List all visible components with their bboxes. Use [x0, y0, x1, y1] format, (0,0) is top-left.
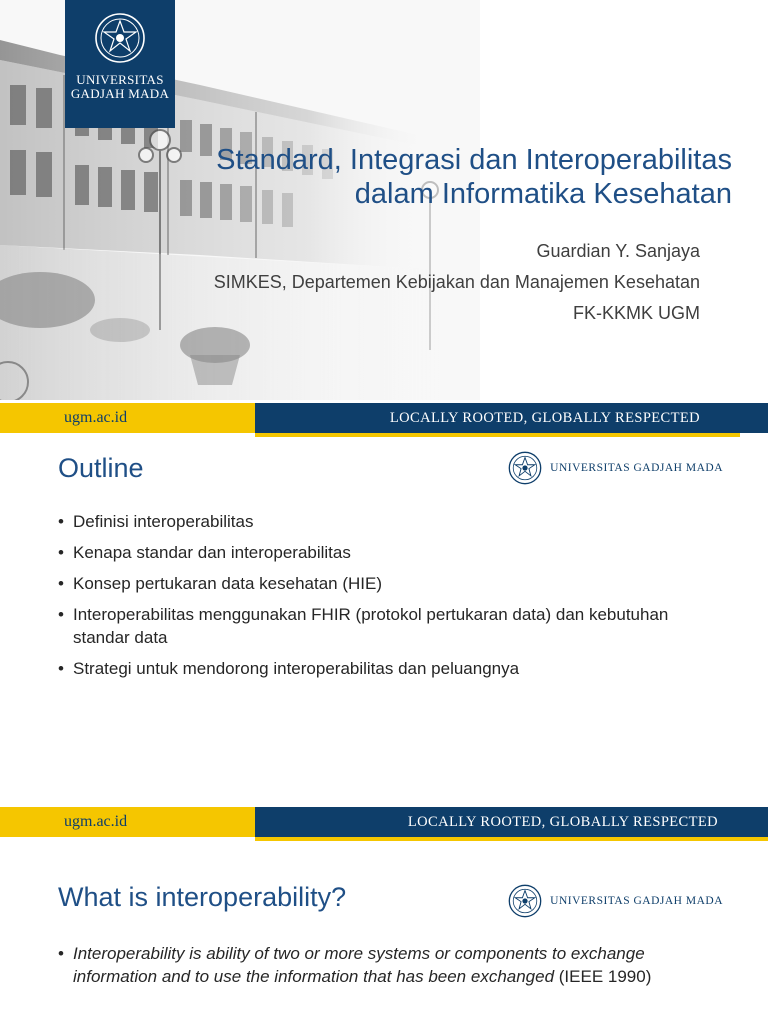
ugm-brand-mark	[508, 884, 723, 918]
list-item: • Kenapa standar dan interoperabilitas	[58, 541, 708, 564]
footer-url: ugm.ac.id	[64, 813, 128, 830]
ugm-emblem-icon	[508, 884, 542, 918]
ugm-emblem-icon	[508, 451, 542, 485]
author-name: Guardian Y. Sanjaya	[536, 241, 700, 261]
outline-list	[58, 510, 708, 688]
list-item: • Interoperabilitas menggunakan FHIR (protokol pertukaran data) dan kebutuhan standar data	[58, 603, 708, 649]
definition-list	[58, 942, 708, 996]
title-line-1: Standard, Integrasi dan Interoperabilitas	[216, 144, 732, 176]
ugm-brand-mark	[508, 451, 723, 485]
logo-line-1: UNIVERSITAS	[76, 72, 164, 87]
interoperability-slide	[0, 832, 768, 1024]
list-item: • Definisi interoperabilitas	[58, 510, 708, 533]
logo-line-2: GADJAH MADA	[70, 86, 170, 101]
list-item: • Konsep pertukaran data kesehatan (HIE)	[58, 572, 708, 595]
footer-accent-line	[255, 433, 740, 437]
list-item: • Strategi untuk mendorong interoperabilitas dan peluangnya	[58, 657, 708, 680]
brand-name: UNIVERSITAS GADJAH MADA	[550, 895, 723, 907]
slide1-footer	[0, 403, 768, 433]
list-item	[58, 942, 708, 988]
title-slide	[0, 0, 768, 440]
outline-heading: Outline	[58, 453, 144, 483]
definition-quote: Interoperability is ability of two or more systems or components to exchange information and to use the information that has been exchanged	[73, 944, 645, 986]
author-institution: FK-KKMK UGM	[572, 303, 700, 323]
ugm-logo	[65, 0, 175, 128]
brand-name: UNIVERSITAS GADJAH MADA	[550, 462, 723, 474]
ugm-emblem-icon	[94, 12, 146, 64]
footer-motto: LOCALLY ROOTED, GLOBALLY RESPECTED	[389, 410, 700, 426]
footer-url: ugm.ac.id	[64, 409, 128, 426]
outline-slide	[0, 441, 768, 860]
interoperability-heading: What is interoperability?	[58, 882, 347, 912]
definition-source: (IEEE 1990)	[554, 967, 652, 986]
author-affiliation: SIMKES, Departemen Kebijakan dan Manajemen Kesehatan	[213, 272, 700, 292]
footer-motto: LOCALLY ROOTED, GLOBALLY RESPECTED	[407, 814, 718, 830]
presentation-title	[112, 143, 732, 211]
author-block	[214, 236, 700, 329]
title-line-2: dalam Informatika Kesehatan	[354, 178, 732, 210]
